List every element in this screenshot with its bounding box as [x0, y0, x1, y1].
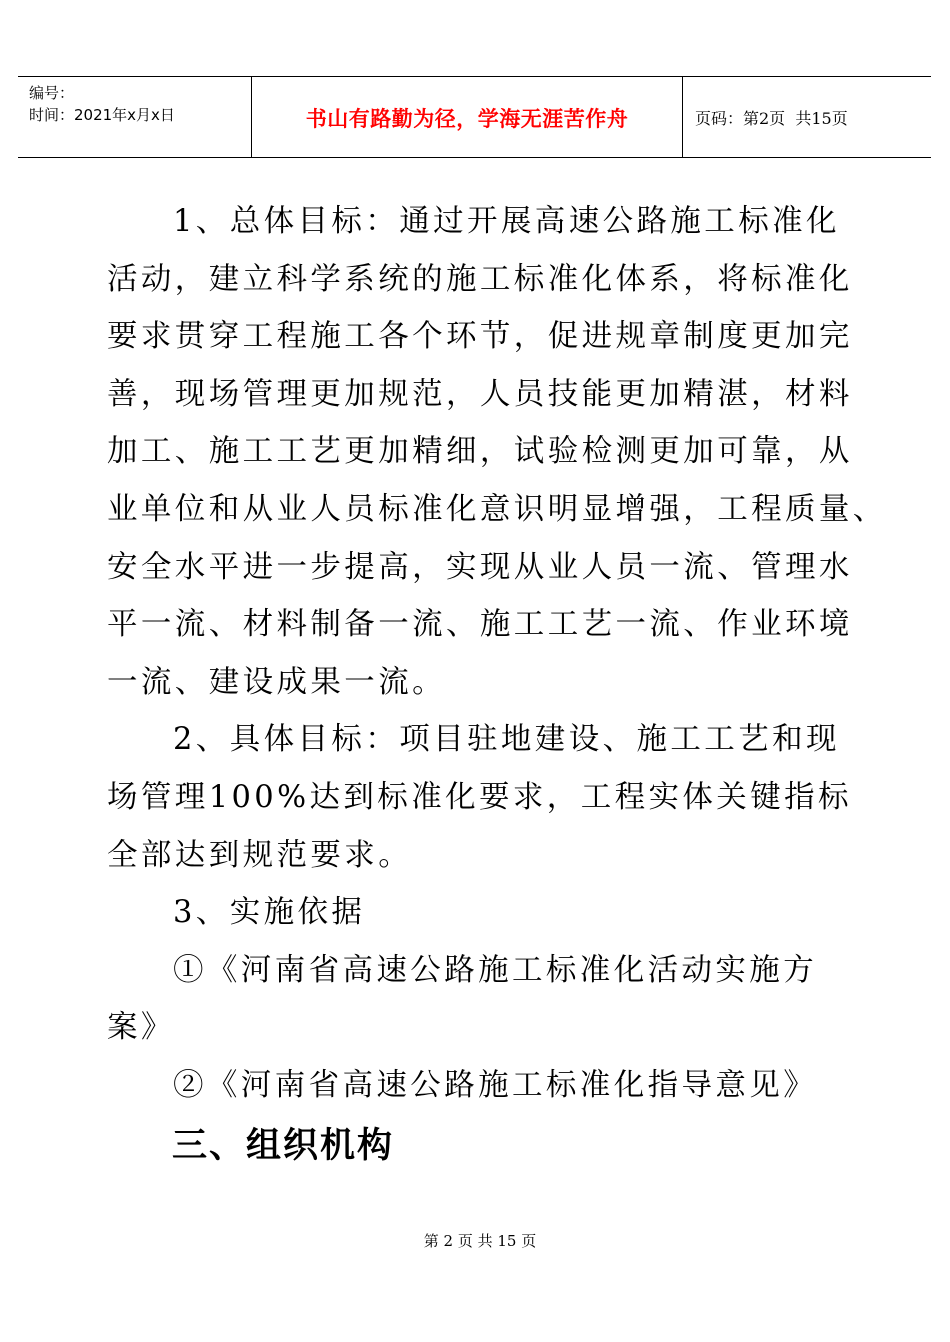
- body-line: 要求贯穿工程施工各个环节，促进规章制度更加完: [107, 319, 853, 355]
- document-body: [107, 193, 887, 1115]
- body-line: 1、总体目标：通过开展高速公路施工标准化: [173, 204, 840, 239]
- body-line: 3、实施依据: [173, 895, 366, 931]
- body-line: 业单位和从业人员标准化意识明显增强，工程质量、: [107, 491, 887, 527]
- section-heading: 三、组织机构: [172, 1126, 395, 1166]
- body-line: ②《河南省高速公路施工标准化指导意见》: [173, 1067, 818, 1103]
- body-line: 一流、建设成果一流。: [107, 664, 446, 700]
- header-table: [18, 76, 931, 158]
- header-motto-cell: [252, 77, 683, 157]
- header-motto: 书山有路勤为径，学海无涯苦作舟: [305, 107, 629, 131]
- body-line: 场管理100%达到标准化要求，工程实体关键指标: [107, 779, 852, 815]
- body-line: 安全水平进一步提高，实现从业人员一流、管理水: [107, 549, 853, 585]
- body-line: 加工、施工工艺更加精细，试验检测更加可靠，从: [107, 434, 853, 470]
- header-page-info: 页码：第2页 共15页: [695, 108, 848, 128]
- header-meta-cell: [18, 77, 252, 157]
- body-line: 活动，建立科学系统的施工标准化体系，将标准化: [107, 261, 853, 297]
- header-page-cell: [683, 77, 931, 157]
- document-time-label: 时间：2021年x月x日: [29, 106, 175, 124]
- body-line: 案》: [107, 1010, 175, 1046]
- document-number-label: 编号：: [29, 84, 75, 102]
- body-line: 善，现场管理更加规范，人员技能更加精湛，材料: [107, 376, 853, 412]
- body-line: 2、具体目标：项目驻地建设、施工工艺和现: [173, 722, 840, 758]
- body-line: ①《河南省高速公路施工标准化活动实施方: [173, 952, 818, 988]
- body-line: 全部达到规范要求。: [107, 837, 413, 873]
- body-line: 平一流、材料制备一流、施工工艺一流、作业环境: [107, 607, 853, 643]
- page-footer: 第 2 页 共 15 页: [423, 1232, 537, 1250]
